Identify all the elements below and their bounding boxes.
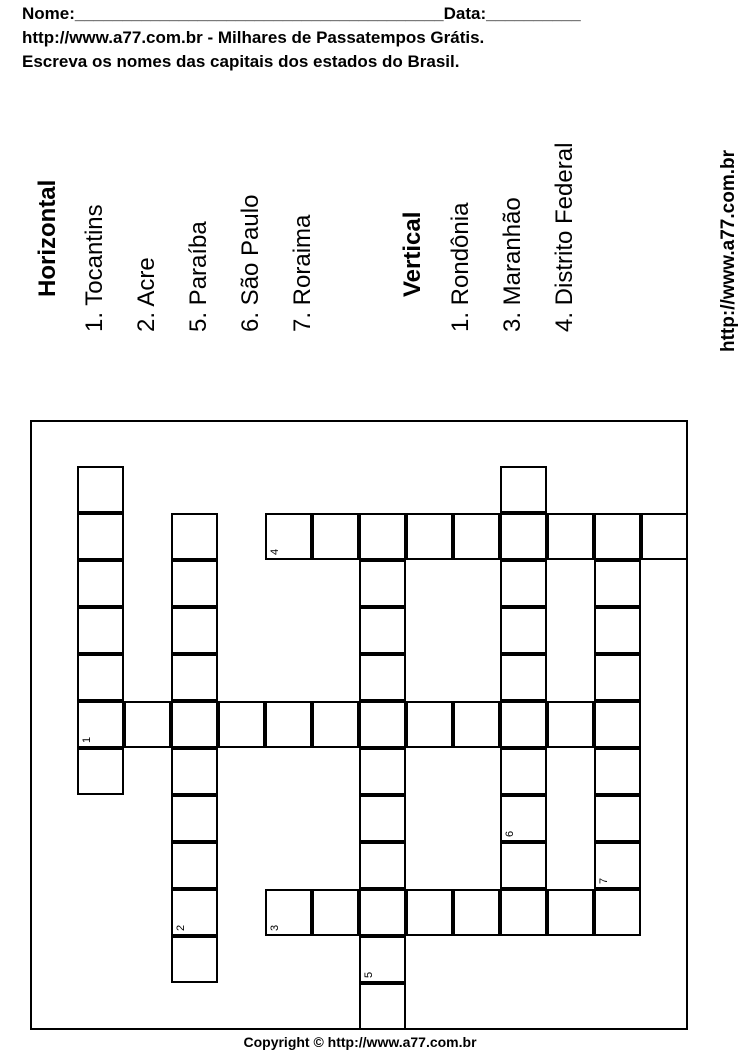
grid-cell[interactable]: [594, 560, 641, 607]
horizontal-clue: 7. Roraima: [289, 214, 316, 332]
grid-cell[interactable]: [406, 513, 453, 560]
grid-cell[interactable]: [312, 889, 359, 936]
grid-cell[interactable]: [500, 513, 547, 560]
horizontal-clue: 1. Tocantins: [81, 204, 108, 332]
grid-cell[interactable]: [171, 748, 218, 795]
grid-cell[interactable]: [500, 654, 547, 701]
grid-cell[interactable]: [77, 560, 124, 607]
instruction: Escreva os nomes das capitais dos estados do Brasil.: [22, 52, 460, 71]
grid-cell[interactable]: [171, 701, 218, 748]
clue-number: 7: [598, 877, 610, 884]
grid-cell[interactable]: [406, 889, 453, 936]
clue-number: 2: [175, 924, 187, 931]
grid-cell[interactable]: [406, 701, 453, 748]
grid-cell[interactable]: [359, 795, 406, 842]
grid-cell[interactable]: [124, 701, 171, 748]
grid-cell[interactable]: [453, 701, 500, 748]
grid-cell[interactable]: [359, 889, 406, 936]
horizontal-clue: 5. Paraíba: [185, 221, 212, 332]
clue-number: 1: [81, 736, 93, 743]
clue-number: 4: [269, 548, 281, 555]
grid-cell[interactable]: [359, 842, 406, 889]
name-date-line: Nome:_______________________________________Data:__________: [22, 4, 581, 23]
grid-cell[interactable]: [547, 513, 594, 560]
clue-number: 6: [504, 830, 516, 837]
grid-cell[interactable]: [171, 607, 218, 654]
vertical-clue: 4. Distrito Federal: [551, 142, 578, 332]
grid-cell[interactable]: [594, 795, 641, 842]
grid-cell[interactable]: [171, 795, 218, 842]
grid-cell[interactable]: [77, 607, 124, 654]
grid-cell[interactable]: [359, 748, 406, 795]
grid-cell[interactable]: [77, 748, 124, 795]
grid-cell[interactable]: [77, 654, 124, 701]
grid-cell[interactable]: [171, 654, 218, 701]
horizontal-clue: 2. Acre: [133, 257, 160, 332]
grid-cell[interactable]: [500, 701, 547, 748]
copyright: Copyright © http://www.a77.com.br: [243, 1034, 477, 1050]
grid-cell[interactable]: [594, 889, 641, 936]
grid-cell[interactable]: [359, 701, 406, 748]
grid-cell[interactable]: [500, 607, 547, 654]
grid-cell[interactable]: [359, 983, 406, 1030]
grid-cell[interactable]: [500, 889, 547, 936]
grid-cell[interactable]: [265, 701, 312, 748]
grid-cell[interactable]: [594, 513, 641, 560]
vertical-title: Vertical: [399, 211, 426, 297]
grid-cell[interactable]: [594, 607, 641, 654]
grid-cell[interactable]: [500, 842, 547, 889]
grid-cell[interactable]: [171, 842, 218, 889]
grid-cell[interactable]: [641, 513, 688, 560]
horizontal-clue: 6. São Paulo: [237, 194, 264, 332]
grid-cell[interactable]: [500, 466, 547, 513]
grid-cell[interactable]: [171, 936, 218, 983]
clue-number: 5: [363, 971, 375, 978]
grid-cell[interactable]: [359, 654, 406, 701]
vertical-clue: 3. Maranhão: [499, 197, 526, 332]
grid-cell[interactable]: [359, 560, 406, 607]
grid-cell[interactable]: [547, 701, 594, 748]
grid-cell[interactable]: [594, 748, 641, 795]
vertical-clue: 1. Rondônia: [447, 202, 474, 332]
grid-cell[interactable]: [312, 701, 359, 748]
side-url: http://www.a77.com.br: [718, 150, 739, 352]
grid-cell[interactable]: [359, 513, 406, 560]
grid-cell[interactable]: [453, 889, 500, 936]
grid-cell[interactable]: [171, 513, 218, 560]
grid-cell[interactable]: [594, 654, 641, 701]
grid-cell[interactable]: [77, 466, 124, 513]
grid-cell[interactable]: [453, 513, 500, 560]
grid-cell[interactable]: [359, 607, 406, 654]
clue-number: 3: [269, 924, 281, 931]
grid-cell[interactable]: [500, 748, 547, 795]
grid-cell[interactable]: [312, 513, 359, 560]
grid-cell[interactable]: [500, 560, 547, 607]
site-line: http://www.a77.com.br - Milhares de Passatempos Grátis.: [22, 28, 485, 47]
grid-cell[interactable]: [594, 701, 641, 748]
grid-cell[interactable]: [77, 513, 124, 560]
horizontal-title: Horizontal: [34, 179, 61, 297]
grid-cell[interactable]: [218, 701, 265, 748]
grid-cell[interactable]: [547, 889, 594, 936]
grid-cell[interactable]: [171, 560, 218, 607]
